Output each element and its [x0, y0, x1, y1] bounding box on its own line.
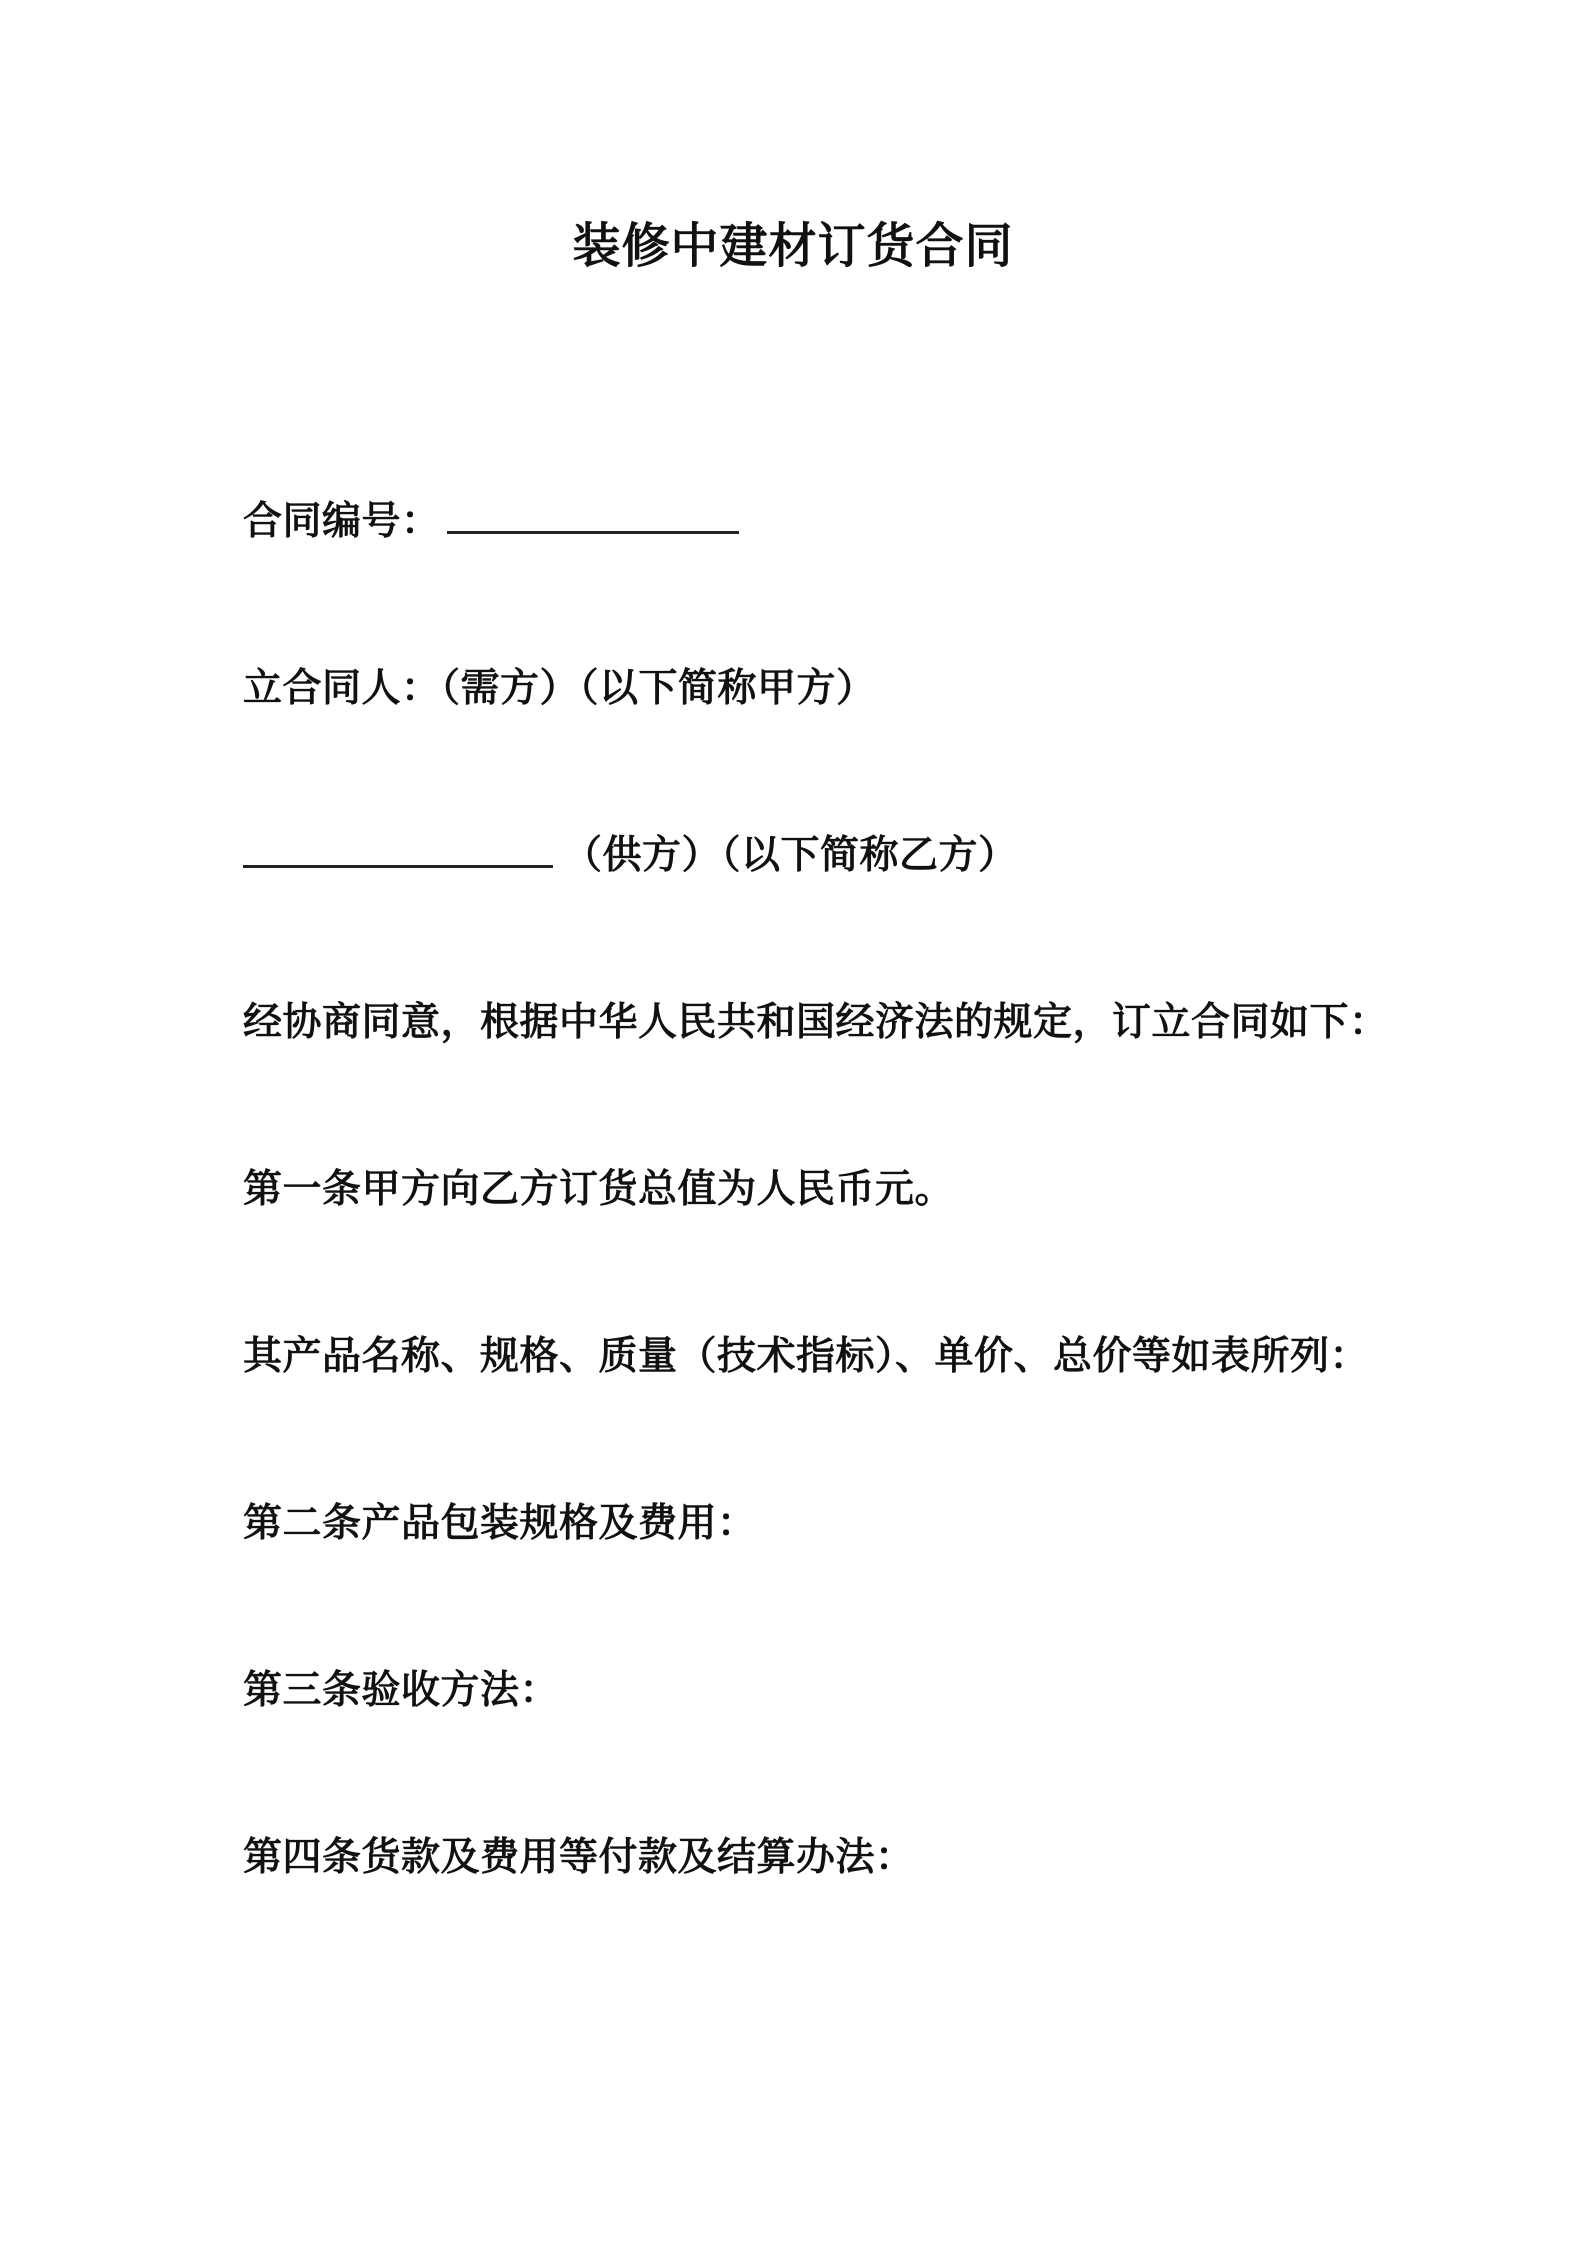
- intro-paragraph: 经协商同意，根据中华人民共和国经济法的规定，订立合同如下：: [243, 1000, 1389, 1045]
- supplier-line: [243, 830, 1018, 882]
- supplier-suffix: （供方）（以下简称乙方）: [563, 833, 1018, 878]
- supplier-name-blank: [243, 835, 553, 868]
- contract-number-line: [243, 496, 739, 548]
- article-4: 第四条货款及费用等付款及结算办法：: [243, 1835, 915, 1880]
- contract-number-label: 合同编号：: [243, 499, 441, 544]
- article-1-detail: 其产品名称、规格、质量（技术指标）、单价、总价等如表所列：: [243, 1334, 1370, 1379]
- article-2: 第二条产品包装规格及费用：: [243, 1501, 757, 1546]
- contract-number-blank: [447, 501, 739, 534]
- article-3: 第三条验收方法：: [243, 1668, 560, 1713]
- article-1: 第一条甲方向乙方订货总值为人民币元。: [243, 1167, 955, 1212]
- parties-line: 立合同人：（需方）（以下简称甲方）: [243, 666, 876, 711]
- document-title: 装修中建材订货合同: [572, 218, 1014, 274]
